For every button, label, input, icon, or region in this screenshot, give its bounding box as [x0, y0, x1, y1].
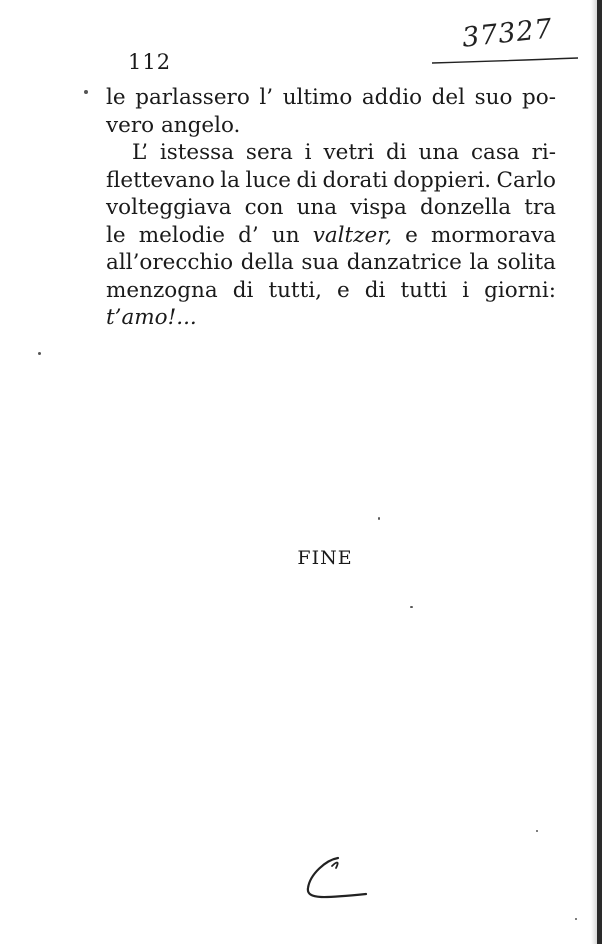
text-line-6: le melodie d’ un valtzer, e mormorava [106, 222, 556, 248]
text-line-9 [106, 304, 556, 332]
ink-speck [84, 90, 88, 94]
page-number: 112 [128, 50, 172, 74]
ink-speck [575, 918, 577, 920]
handwritten-underline [430, 41, 580, 71]
italic-word-valtzer: valtzer, [312, 222, 392, 248]
body-text [106, 84, 556, 332]
text-line-1: le parlassero l’ ultimo addio del suo po- [106, 85, 556, 110]
ink-speck [378, 517, 380, 520]
text-line-7: all’orecchio della sua danzatrice la solita [106, 250, 556, 275]
fine-heading: FINE [297, 547, 353, 569]
handwritten-flourish-icon [296, 852, 376, 912]
ink-speck [410, 606, 413, 608]
ink-speck [536, 830, 538, 832]
page-spine-edge [597, 0, 602, 944]
text-line-3: L’ istessa sera i vetri di una casa ri- [132, 140, 556, 165]
text-line-5: volteggiava con una vispa donzella tra [106, 195, 556, 220]
text-line-4: flettevano la luce di dorati doppieri. Carlo [106, 167, 556, 193]
text-line-8: menzogna di tutti, e di tutti i giorni: [106, 277, 556, 303]
ink-speck [38, 352, 41, 355]
text-line-2: vero angelo. [106, 112, 241, 138]
handwritten-catalog-number: 37327 [460, 13, 555, 54]
italic-ending: t’amo!... [106, 305, 197, 330]
